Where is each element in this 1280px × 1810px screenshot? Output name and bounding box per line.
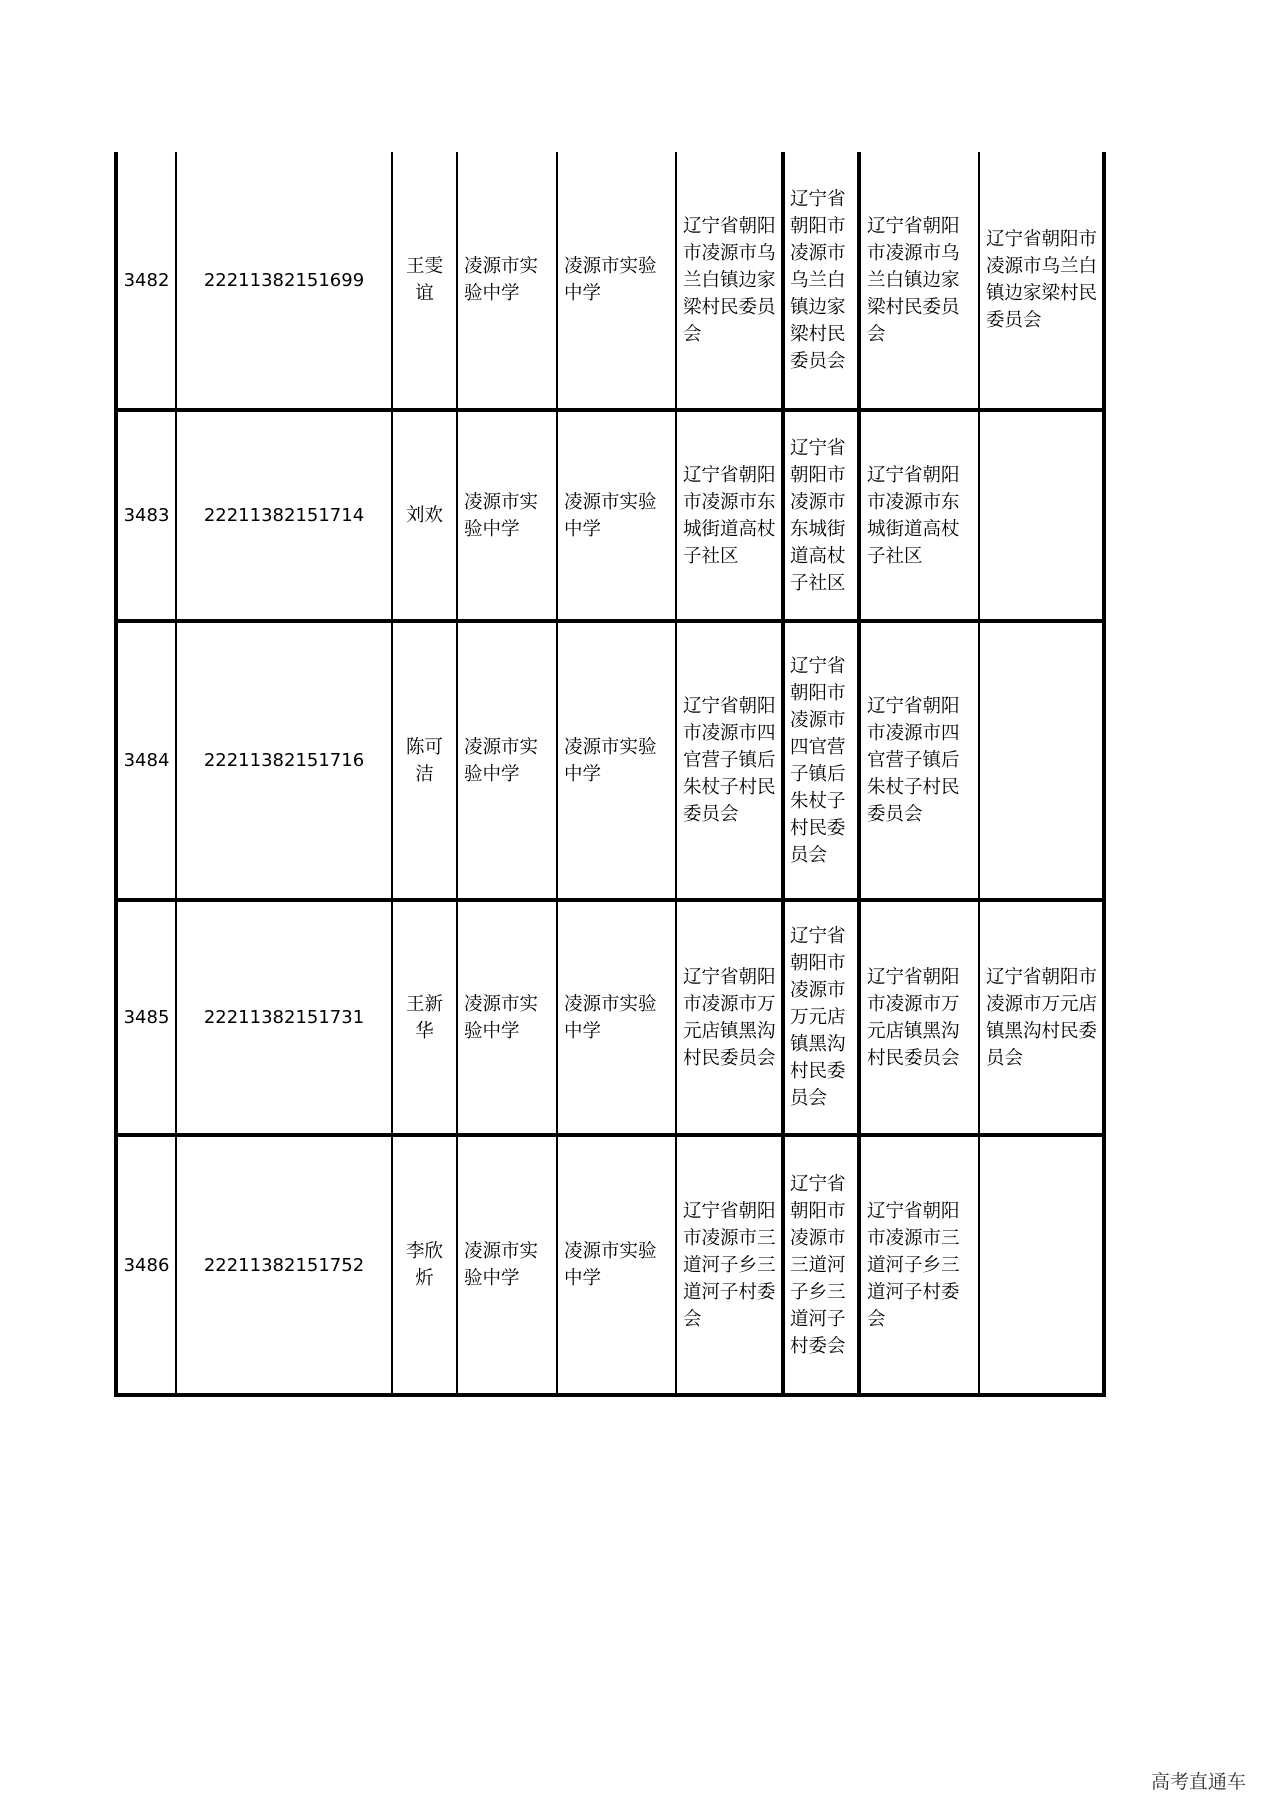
school: 凌源市实验中学	[457, 900, 557, 1135]
student-name: 王新华	[392, 900, 457, 1135]
school-2: 凌源市实验中学	[557, 410, 676, 621]
address-3: 辽宁省朝阳市凌源市乌兰白镇边家梁村民委员会	[859, 152, 979, 410]
exam-id: 22211382151699	[176, 152, 392, 410]
address-4	[979, 1135, 1104, 1395]
row-number: 3485	[116, 900, 176, 1135]
address-2: 辽宁省朝阳市凌源市四官营子镇后朱杖子村民委员会	[783, 621, 859, 900]
table-row	[116, 1135, 1104, 1395]
address-4	[979, 410, 1104, 621]
exam-id: 22211382151716	[176, 621, 392, 900]
student-name: 王雯谊	[392, 152, 457, 410]
table-row	[116, 410, 1104, 621]
address-1: 辽宁省朝阳市凌源市乌兰白镇边家梁村民委员会	[676, 152, 783, 410]
table-row	[116, 152, 1104, 410]
address-4: 辽宁省朝阳市凌源市乌兰白镇边家梁村民委员会	[979, 152, 1104, 410]
school: 凌源市实验中学	[457, 410, 557, 621]
watermark-text: 高考直通车	[1150, 1771, 1246, 1793]
student-name: 李欣炘	[392, 1135, 457, 1395]
address-2: 辽宁省朝阳市凌源市东城街道高杖子社区	[783, 410, 859, 621]
address-3: 辽宁省朝阳市凌源市三道河子乡三道河子村委会	[859, 1135, 979, 1395]
student-records-table	[114, 152, 1106, 1397]
address-1: 辽宁省朝阳市凌源市三道河子乡三道河子村委会	[676, 1135, 783, 1395]
exam-id: 22211382151731	[176, 900, 392, 1135]
exam-id: 22211382151752	[176, 1135, 392, 1395]
school: 凌源市实验中学	[457, 152, 557, 410]
exam-id: 22211382151714	[176, 410, 392, 621]
address-3: 辽宁省朝阳市凌源市四官营子镇后朱杖子村民委员会	[859, 621, 979, 900]
school-2: 凌源市实验中学	[557, 152, 676, 410]
address-2: 辽宁省朝阳市凌源市乌兰白镇边家梁村民委员会	[783, 152, 859, 410]
address-1: 辽宁省朝阳市凌源市东城街道高杖子社区	[676, 410, 783, 621]
school-2: 凌源市实验中学	[557, 621, 676, 900]
address-2: 辽宁省朝阳市凌源市三道河子乡三道河子村委会	[783, 1135, 859, 1395]
row-number: 3482	[116, 152, 176, 410]
row-number: 3484	[116, 621, 176, 900]
address-3: 辽宁省朝阳市凌源市东城街道高杖子社区	[859, 410, 979, 621]
school: 凌源市实验中学	[457, 1135, 557, 1395]
address-3: 辽宁省朝阳市凌源市万元店镇黑沟村民委员会	[859, 900, 979, 1135]
address-1: 辽宁省朝阳市凌源市四官营子镇后朱杖子村民委员会	[676, 621, 783, 900]
address-4: 辽宁省朝阳市凌源市万元店镇黑沟村民委员会	[979, 900, 1104, 1135]
school: 凌源市实验中学	[457, 621, 557, 900]
address-4	[979, 621, 1104, 900]
school-2: 凌源市实验中学	[557, 900, 676, 1135]
row-number: 3483	[116, 410, 176, 621]
address-1: 辽宁省朝阳市凌源市万元店镇黑沟村民委员会	[676, 900, 783, 1135]
school-2: 凌源市实验中学	[557, 1135, 676, 1395]
student-name: 陈可洁	[392, 621, 457, 900]
table-row	[116, 621, 1104, 900]
student-name: 刘欢	[392, 410, 457, 621]
row-number: 3486	[116, 1135, 176, 1395]
address-2: 辽宁省朝阳市凌源市万元店镇黑沟村民委员会	[783, 900, 859, 1135]
table-row	[116, 900, 1104, 1135]
